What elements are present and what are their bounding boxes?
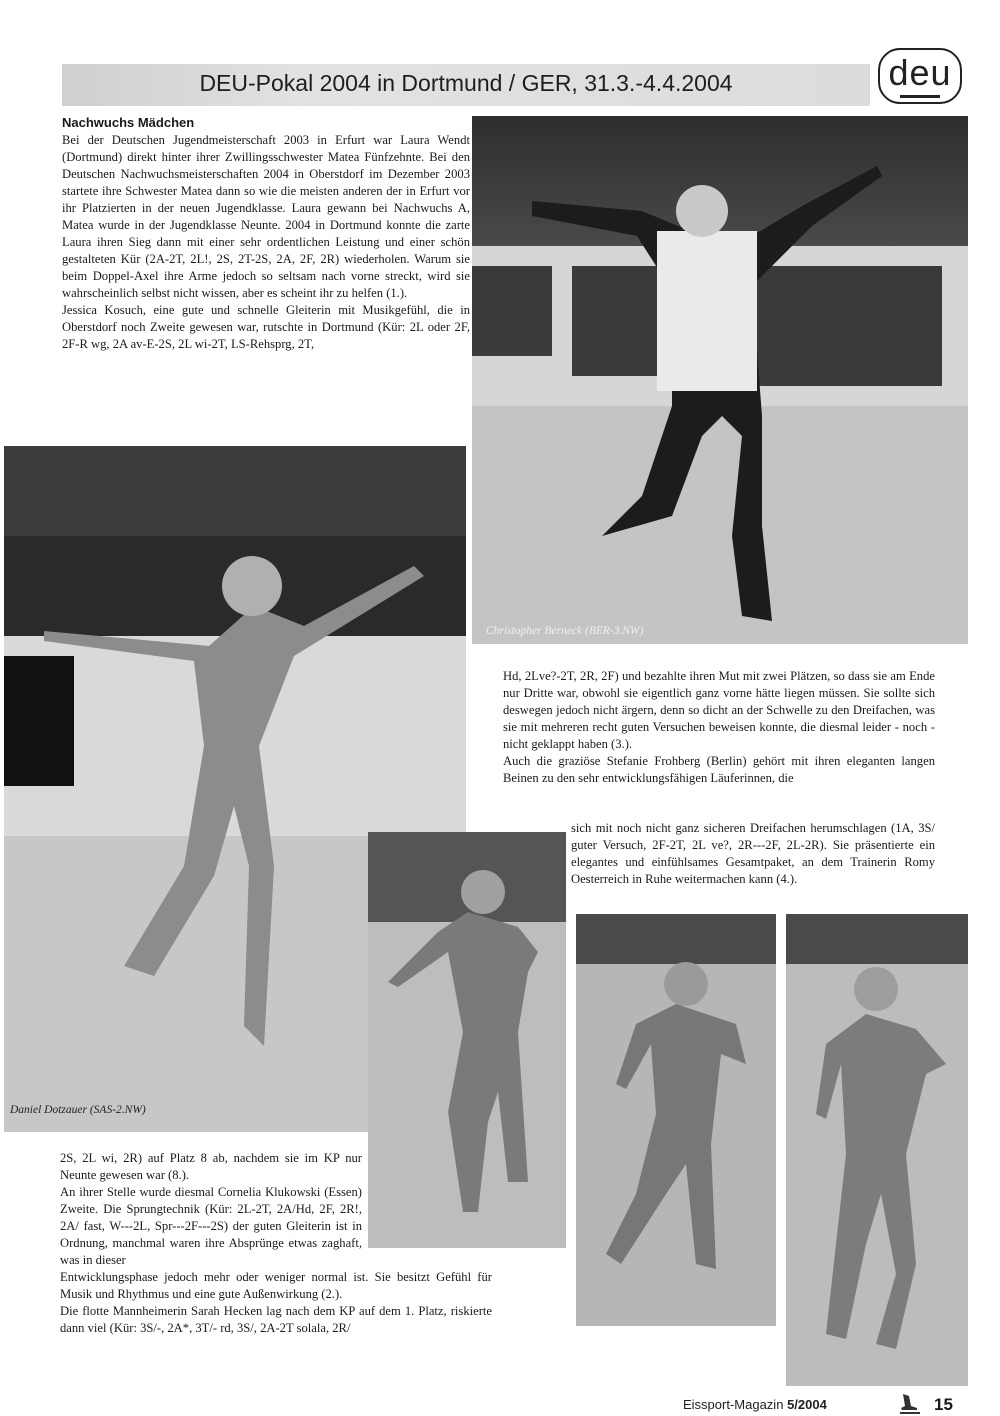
magazine-name: Eissport-Magazin xyxy=(683,1397,784,1412)
paragraph: Bei der Deutschen Jugendmeisterschaft 2003 in Erfurt war Laura Wendt (Dortmund) direkt hinter ihrer Zwillingsschwester Matea Fünfzehnte. Bei den Deutschen Nachwuchsmeisterschaften 2004 in Oberstdorf im Dezember 2003 startete ihre Schwester Matea dann so wie die meisten anderen der in Erfurt vor ihr Platzierten in der neuen Jugendklasse. Laura gewann bei Nachwuchs A, Matea wurde in der Jugendklasse Neunte. 2004 in Dortmund konnte die zarte Laura ihren Sieg dann mit einer sehr ordentlichen Leistung und einer schön gestalteten Kür (2A-2T, 2L!, 2S, 2T-2S, 2A, 2F, 2R) wiederholen. Warum sie beim Doppel-Axel ihre Arme jedoch so seltsam nach vorne streckt, wird sie wahrscheinlich selbst nicht wissen, aber es scheint ihr zu helfen (1.). xyxy=(62,133,470,300)
page-title: DEU-Pokal 2004 in Dortmund / GER, 31.3.-4.4.2004 xyxy=(199,70,733,96)
header-bar xyxy=(62,64,870,106)
skater-photo-graphic xyxy=(786,914,968,1386)
paragraph: sich mit noch nicht ganz sicheren Dreifachen herumschlagen (1A, 3S/ guter Versuch, 2F-2T, 2L ve?, 2R---2F, 2L-2R). Sie präsentierte ein elegantes und einfühlsames Gesamtpaket, an dem Trainerin Romy Oesterreich in Ruhe weitermachen kann (4.). xyxy=(571,821,935,886)
footer-magazine xyxy=(683,1397,827,1412)
skater-photo-graphic xyxy=(576,914,776,1326)
article-col2a xyxy=(503,668,935,787)
photo-skater-sequence-3 xyxy=(786,914,968,1386)
page-number: 15 xyxy=(934,1395,953,1414)
paragraph: Hd, 2Lve?-2T, 2R, 2F) und bezahlte ihren Mut mit zwei Plätzen, so dass sie am Ende nur Dritte war, obwohl sie eigentlich ganz vorne hätte liegen müssen. Sie sollte sich deswegen jedoch nicht ärgern, denn so dicht an der Schwelle zu den Dreifachen, was sie mit mehreren recht guten Versuchen beweisen konnte, die diesmal leider - noch - nicht geklappt haben (3.). xyxy=(503,669,935,751)
paragraph: Die flotte Mannheimerin Sarah Hecken lag nach dem KP auf dem 1. Platz, riskierte dann viel (Kür: 3S/-, 2A*, 3T/- rd, 3S/, 2A-2T solala, 2R/ xyxy=(60,1304,492,1335)
paragraph: Entwicklungsphase jedoch mehr oder weniger normal ist. Sie besitzt Gefühl für Musik und Rhythmus und eine gute Außenwirkung (2.). xyxy=(60,1270,492,1301)
article-col1 xyxy=(62,132,470,353)
skate-icon xyxy=(897,1390,923,1416)
article-col3a xyxy=(60,1150,362,1269)
skater-photo-graphic xyxy=(472,116,968,644)
photo-skater-sequence-1 xyxy=(368,832,566,1248)
article-col3b xyxy=(60,1269,492,1337)
article-col2b xyxy=(571,820,935,888)
paragraph: 2S, 2L wi, 2R) auf Platz 8 ab, nachdem sie im KP nur Neunte gewesen war (8.). xyxy=(60,1151,362,1182)
paragraph: Jessica Kosuch, eine gute und schnelle Gleiterin mit Musikgefühl, die in Oberstdorf noch Zweite gewesen war, rutschte in Dortmund (Kür: 2L oder 2F, 2F-R wg, 2A av-E-2S, 2L wi-2T, LS-Rehsprg, 2T, xyxy=(62,303,470,351)
issue-number: 5/2004 xyxy=(787,1397,827,1412)
skater-photo-graphic xyxy=(368,832,566,1248)
caption-photo-top: Christopher Berneck (BER-3.NW) xyxy=(486,625,644,637)
logo-underline xyxy=(900,95,940,98)
caption-photo-left: Daniel Dotzauer (SAS-2.NW) xyxy=(10,1104,146,1116)
photo-skater-sequence-2 xyxy=(576,914,776,1326)
deu-logo xyxy=(878,48,962,104)
paragraph: An ihrer Stelle wurde diesmal Cornelia Klukowski (Essen) Zweite. Die Sprungtechnik (Kür: 2L-2T, 2A/Hd, 2F, 2R!, 2A/ fast, W---2L, Spr---2F---2S) der guten Gleiterin ist in Ordnung, manchmal waren ihre Absprünge etwas zaghaft, was in dieser xyxy=(60,1185,362,1267)
paragraph: Auch die graziöse Stefanie Frohberg (Berlin) gehört mit ihren eleganten langen Beinen zu den sehr entwicklungsfähigen Läuferinnen, die xyxy=(503,754,935,785)
section-heading: Nachwuchs Mädchen xyxy=(62,115,195,130)
photo-christopher-berneck xyxy=(472,116,968,644)
logo-text: deu xyxy=(888,52,952,93)
